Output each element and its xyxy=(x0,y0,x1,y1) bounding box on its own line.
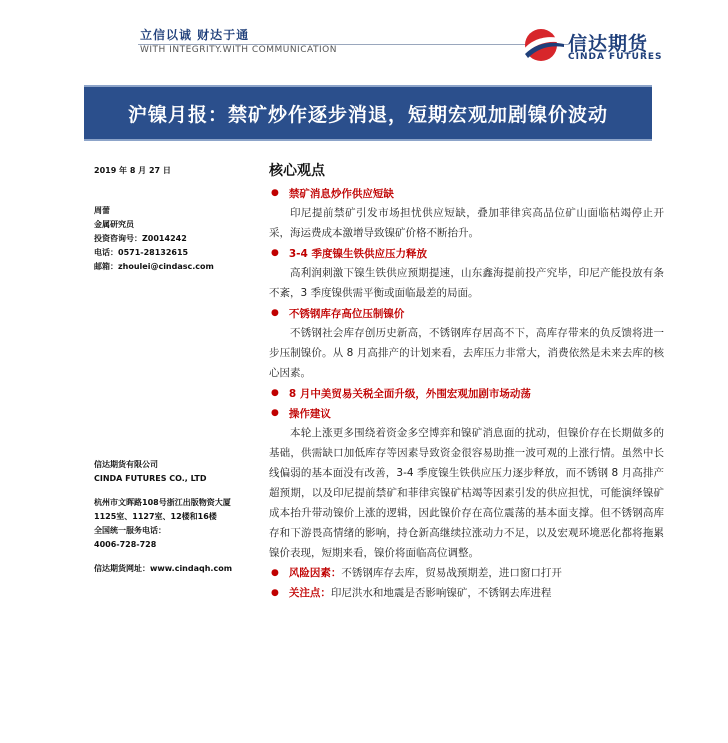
report-title-bar xyxy=(84,85,652,141)
slogan-cn: 立信以诚 财达于通 xyxy=(140,28,250,42)
focus-points xyxy=(269,583,664,603)
bullet-icon: ● xyxy=(271,188,279,198)
spacer xyxy=(94,486,264,496)
company-line: 全国统一服务电话： xyxy=(94,526,166,535)
point-paragraph: 印尼提前禁矿引发市场担忧供应短缺，叠加菲律宾高品位矿山面临枯竭停止开采，海运费成本激增导致镍矿价格不断抬升。 xyxy=(269,207,664,239)
section-title: 核心观点 xyxy=(269,163,325,179)
report-date: 2019 年 8 月 27 日 xyxy=(94,166,171,175)
bullet-icon: ● xyxy=(271,568,279,578)
company-line: CINDA FUTURES CO., LTD xyxy=(94,474,207,483)
author-info xyxy=(94,204,214,274)
point-heading xyxy=(269,383,664,403)
author-line: 金属研究员 xyxy=(94,220,134,229)
point-heading xyxy=(269,243,664,263)
point-paragraph: 本轮上涨更多围绕着资金多空博弈和镍矿消息面的扰动，但镍价存在长期做多的基础，供需缺口加低库存等因素导致资金很容易助推一波可观的上涨行情。虽然中长线偏弱的基本面没有改善，3-4 季度镍生铁供应压力逐步释放，而不锈钢 8 月高排产超预期，以及印尼提前禁矿和菲律宾镍矿枯竭等因素引发的供应担忧，可能演绎镍矿成本抬升带动镍价上涨的逻辑，因此镍价存在高位震荡的基本面支撑。但不锈钢高库存和下游畏高情绪的影响，持仓新高继续拉涨动力不足，以及宏观环境恶化都将拖累镍价表现，短期来看，镍价将面临高位调整。 xyxy=(269,427,664,559)
point-heading-text: 3-4 季度镍生铁供应压力释放 xyxy=(288,247,427,260)
bullet-icon: ● xyxy=(271,408,279,418)
company-line: 信达期货有限公司 xyxy=(94,460,158,469)
main-content xyxy=(269,160,664,603)
bullet-icon: ● xyxy=(271,248,279,258)
focus-text: 印尼洪水和地震是否影响镍矿，不锈钢去库进程 xyxy=(330,587,552,599)
point-paragraph: 高利润刺激下镍生铁供应预期提速，山东鑫海提前投产究毕，印尼产能投放有条不紊，3 季度镍供需平衡或面临最差的局面。 xyxy=(269,267,664,299)
author-line: 邮箱：zhoulei@cindasc.com xyxy=(94,262,214,271)
risk-factors xyxy=(269,563,664,583)
point-heading xyxy=(269,303,664,323)
focus-label: 关注点： xyxy=(288,587,331,599)
company-line: 4006-728-728 xyxy=(94,540,157,549)
risk-label: 风险因素： xyxy=(288,567,342,579)
point-paragraph: 不锈钢社会库存创历史新高，不锈钢库存居高不下，高库存带来的负反馈将进一步压制镍价。从 8 月高排产的计划来看，去库压力非常大，消费依然是未来去库的核心因素。 xyxy=(269,327,664,379)
point-heading-text: 禁矿消息炒作供应短缺 xyxy=(288,187,394,200)
company-line: 1125室、1127室、12楼和16楼 xyxy=(94,512,217,521)
point-heading-text: 8 月中美贸易关税全面升级，外围宏观加剧市场动荡 xyxy=(288,387,531,400)
author-line: 电话：0571-28132615 xyxy=(94,248,189,257)
risk-text: 不锈钢库存去库，贸易战预期差，进口窗口打开 xyxy=(341,567,562,579)
author-line: 投资咨询号：Z0014242 xyxy=(94,234,187,243)
author-line: 周蕾 xyxy=(94,206,110,215)
company-line: 信达期货网址：www.cindaqh.com xyxy=(94,564,233,573)
page-header xyxy=(0,0,728,80)
point-heading-text: 不锈钢库存高位压制镍价 xyxy=(288,307,405,320)
company-line: 杭州市文晖路108号浙江出版物资大厦 xyxy=(94,498,231,507)
logo-text-en: CINDA FUTURES xyxy=(568,52,663,62)
spacer xyxy=(94,552,264,562)
point-heading-text: 操作建议 xyxy=(288,407,331,420)
logo-text-cn: 信达期货 xyxy=(568,33,649,55)
bullet-icon: ● xyxy=(271,388,279,398)
bullet-icon: ● xyxy=(271,308,279,318)
report-title: 沪镍月报：禁矿炒作逐步消退，短期宏观加剧镍价波动 xyxy=(127,103,608,126)
slogan-en: WITH INTEGRITY.WITH COMMUNICATION xyxy=(140,45,337,55)
point-heading xyxy=(269,403,664,423)
cinda-logo-icon xyxy=(522,27,564,63)
company-info xyxy=(94,458,264,576)
bullet-icon: ● xyxy=(271,588,279,598)
point-heading xyxy=(269,183,664,203)
